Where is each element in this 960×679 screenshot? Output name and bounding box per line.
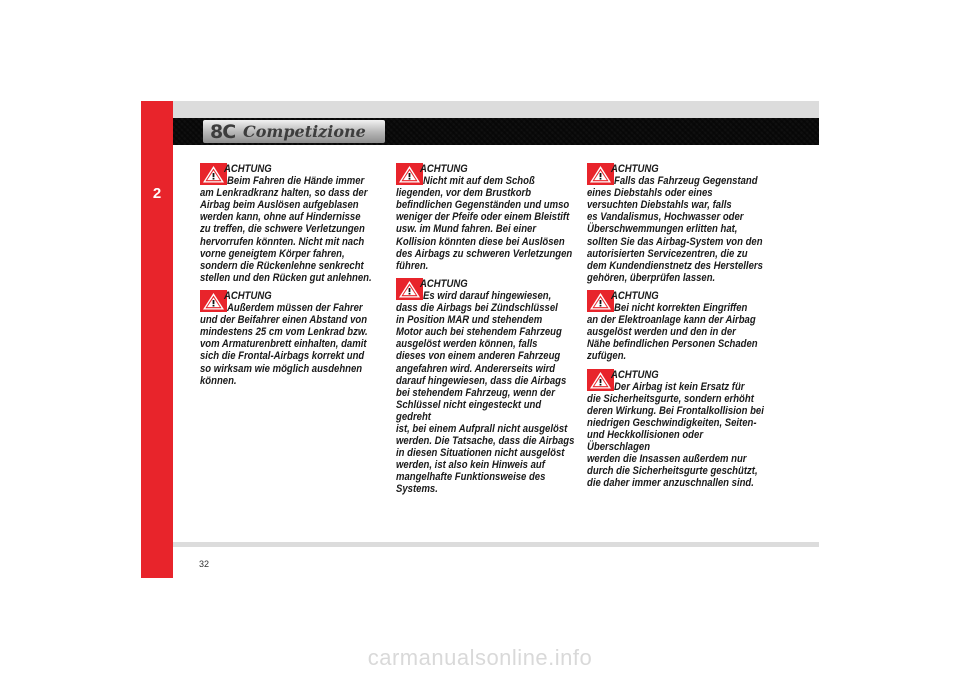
- warning-block: [587, 163, 769, 284]
- logo-competizione: Competizione: [243, 122, 366, 141]
- warning-title: ACHTUNG: [224, 289, 272, 302]
- warning-block: [200, 290, 382, 387]
- warning-block: [396, 278, 578, 496]
- brand-logo: [203, 120, 385, 143]
- watermark: carmanualsonline.info: [367, 645, 593, 670]
- warning-title: ACHTUNG: [611, 163, 659, 175]
- warning-title: ACHTUNG: [224, 163, 272, 175]
- warning-text: Bei nicht korrekten Eingriffen an der Elektroanlage kann der Airbag ausgelöst werden und den in der Nähe befindlichen Personen Schaden zufügen.: [587, 302, 758, 363]
- warning-text: Beim Fahren die Hände immer am Lenkradkranz halten, so dass der Airbag beim Auslösen aufgeblasen werden kann, ohne auf Hindernisse zu treffen, die schwere Verletzungen hervorrufen könnten. Nicht mit nach vorne geneigtem Körper fahren, sondern die Rückenlehne senkrecht stellen und den Rücken gut anlehnen.: [200, 175, 372, 284]
- warning-block: [200, 163, 382, 284]
- header-top-rule: [173, 101, 819, 118]
- warning-block: [396, 163, 578, 272]
- warning-block: [587, 369, 769, 490]
- warning-title: ACHTUNG: [611, 289, 659, 302]
- warning-title: ACHTUNG: [420, 277, 468, 290]
- warning-title: ACHTUNG: [420, 163, 468, 175]
- header-band: [173, 118, 819, 145]
- chapter-tab: [141, 101, 173, 578]
- footer-rule: [173, 542, 819, 547]
- logo-8c: 8C: [210, 121, 236, 143]
- chapter-number: 2: [152, 185, 162, 202]
- warning-title: ACHTUNG: [611, 368, 659, 381]
- column-1: [200, 163, 382, 393]
- warning-text: Es wird darauf hingewiesen, dass die Airbags bei Zündschlüssel in Position MAR und stehendem Motor auch bei stehendem Fahrzeug ausgelöst werden können, falls dieses von einem anderen Fahrzeug angefahren wird. Andererseits wird darauf hingewiesen, dass die Airbags bei stehendem Fahrzeug, wenn der Schlüssel nicht eingesteckt und gedreht ist, bei einem Aufprall nicht ausgelöst werden. Die Tatsache, dass die Airbags in diesen Situationen nicht ausgelöst werden, ist also kein Hinweis auf mangelhafte Funktionsweise des Systems.: [396, 289, 575, 496]
- warning-text: Der Airbag ist kein Ersatz für die Sicherheitsgurte, sondern erhöht deren Wirkung. Bei Frontalkollision bei niedrigen Geschwindigkeiten, Seiten- und Heckkollisionen oder Überschlagen werden die Insassen außerdem nur durch die Sicherheitsgurte geschützt, die daher immer anzuschnallen sind.: [587, 380, 764, 490]
- warning-text: Nicht mit auf dem Schoß liegenden, vor dem Brustkorb befindlichen Gegenständen und umso weniger der Pfeife oder einem Bleistift usw. im Mund fahren. Bei einer Kollision könnten diese bei Auslösen des Airbags zu schweren Verletzungen führen.: [396, 175, 573, 272]
- warning-text: Falls das Fahrzeug Gegenstand eines Diebstahls oder eines versuchten Diebstahls war, falls es Vandalismus, Hochwasser oder Überschwemmungen erlitten hat, sollten Sie das Airbag-System von den autorisierten Servicezentren, die zu dem Kundendienstnetz des Herstellers gehören, überprüfen lassen.: [587, 175, 763, 284]
- warning-text: Außerdem müssen der Fahrer und der Beifahrer einen Abstand von mindestens 25 cm vom Lenkrad bzw. vom Armaturenbrett einhalten, damit sich die Frontal-Airbags korrekt und so wirksam wie möglich ausdehnen können.: [200, 302, 368, 387]
- column-3: [587, 163, 769, 495]
- warning-block: [587, 290, 769, 363]
- column-2: [396, 163, 578, 502]
- page-number: 32: [199, 559, 210, 569]
